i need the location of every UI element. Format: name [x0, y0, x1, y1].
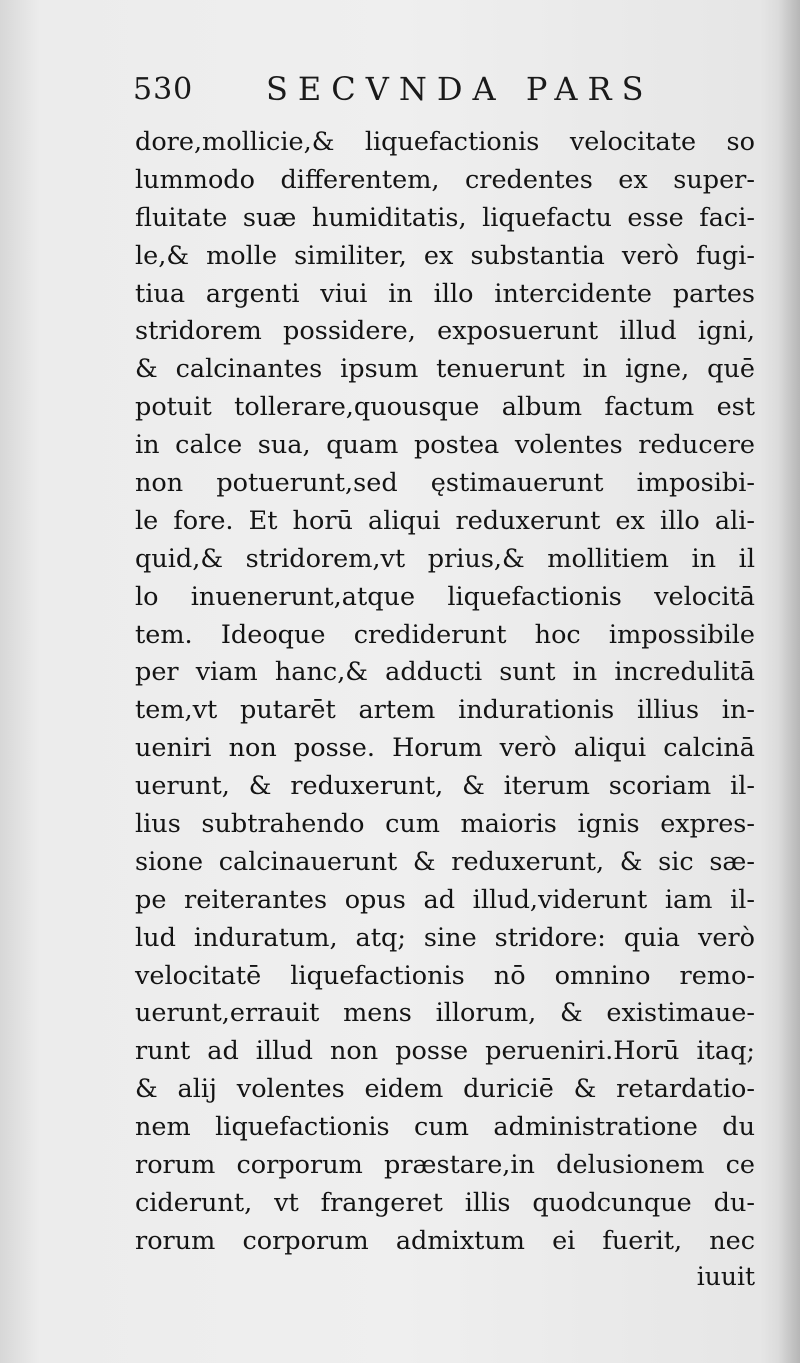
text-line: & calcinantes ipsum tenuerunt in igne, quē	[135, 354, 755, 385]
text-line: tiua argenti viui in illo intercidente partes	[135, 278, 755, 309]
text-line: stridorem possidere, exposuerunt illud igni,	[135, 316, 755, 347]
text-line: fluitate suæ humiditatis, liquefactu esse faci-	[135, 202, 755, 233]
text-line: le fore. Et horū aliqui reduxerunt ex illo ali-	[135, 505, 755, 536]
text-line: sione calcinauerunt & reduxerunt, & sic sæ-	[135, 846, 755, 877]
text-line: ueniri non posse. Horum verò aliqui calcinā	[135, 733, 755, 764]
text-line: lud induratum, atq; sine stridore: quia verò	[135, 922, 755, 953]
text-line: pe reiterantes opus ad illud,viderunt iam il-	[135, 884, 755, 915]
text-line: velocitatē liquefactionis nō omnino remo-	[135, 960, 755, 991]
text-line: lius subtrahendo cum maioris ignis expres-	[135, 809, 755, 840]
text-line: in calce sua, quam postea volentes reducere	[135, 430, 755, 461]
text-line: lo inuenerunt,atque liquefactionis velocitā	[135, 581, 755, 612]
body-text	[135, 124, 755, 1261]
text-line: rorum corporum præstare,in delusionem ce	[135, 1150, 755, 1181]
text-line: uerunt,errauit mens illorum, & existimaue-	[135, 998, 755, 1029]
text-line: tem,vt putarēt artem indurationis illius in-	[135, 695, 755, 726]
text-line: & alij volentes eidem duriciē & retardatio-	[135, 1074, 755, 1105]
text-line: quid,& stridorem,vt prius,& mollitiem in il	[135, 543, 755, 574]
text-line: ciderunt, vt frangeret illis quodcunque du-	[135, 1187, 755, 1218]
text-line: dore,mollicie,& liquefactionis velocitate so	[135, 127, 755, 157]
text-line: tem. Ideoque crediderunt hoc impossibile	[135, 619, 755, 650]
catchword: iuuit	[696, 1262, 755, 1291]
text-line: potuit tollerare,quousque album factum est	[135, 392, 755, 423]
page-header	[133, 68, 753, 112]
page-edge-shadow	[778, 0, 800, 1363]
text-line: per viam hanc,& adducti sunt in incredulitā	[135, 657, 755, 688]
running-title: SECVNDA PARS	[266, 70, 654, 108]
text-line: uerunt, & reduxerunt, & iterum scoriam il-	[135, 771, 755, 802]
text-line: rorum corporum admixtum ei fuerit, nec	[135, 1225, 755, 1256]
text-line: non potuerunt,sed ęstimauerunt imposibi-	[135, 468, 755, 499]
text-line: le,& molle similiter, ex substantia verò fugi-	[135, 240, 755, 271]
page-number: 530	[133, 72, 194, 107]
text-line: nem liquefactionis cum administratione du	[135, 1112, 755, 1143]
text-line: lummodo differentem, credentes ex super-	[135, 164, 755, 195]
text-line: runt ad illud non posse perueniri.Horū itaq;	[135, 1036, 755, 1067]
